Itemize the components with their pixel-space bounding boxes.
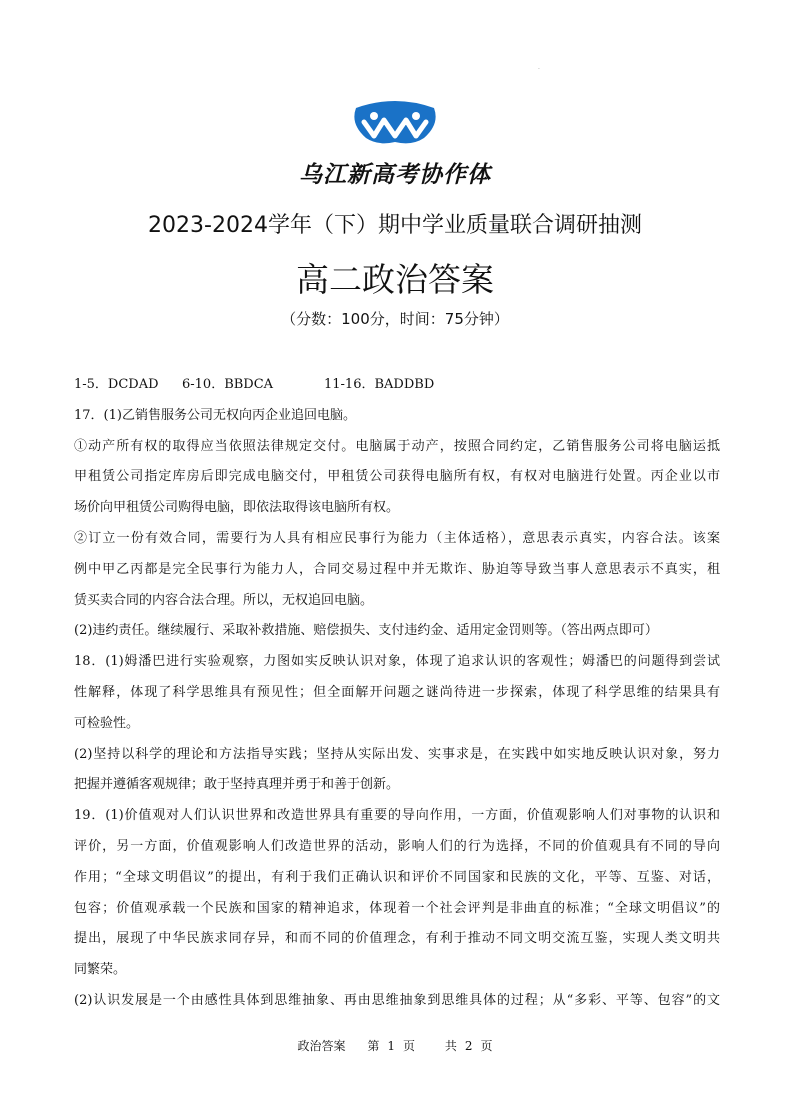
- logo-text: 乌江新高考协作体: [299, 162, 491, 188]
- answer-line: 性解释，体现了科学思维具有预见性；但全面解开问题之谜尚待进一步探索，体现了科学思维的结果具有: [74, 684, 720, 700]
- answer-line: (2)坚持以科学的理论和方法指导实践；坚持从实际出发、实事求是，在实践中如实地反映认识对象，努力: [74, 746, 720, 762]
- answer-line: (2)认识发展是一个由感性具体到思维抽象、再由思维抽象到思维具体的过程；从“多彩、平等、包容”的文: [74, 992, 720, 1008]
- footer-total-prefix: 共: [444, 1039, 457, 1053]
- answer-line: 可检验性。: [74, 715, 140, 731]
- answer-line: 甲租赁公司指定库房后即完成电脑交付，甲租赁公司获得电脑所有权，有权对电脑进行处置。丙企业以市: [74, 469, 720, 485]
- footer-doc-name: 政治答案: [297, 1039, 346, 1053]
- answer-line: ①动产所有权的取得应当依照法律规定交付。电脑属于动产，按照合同约定，乙销售服务公司将电脑运抵: [74, 438, 720, 454]
- answer-line: 同繁荣。: [74, 962, 127, 978]
- answer-line: 18．(1)姆潘巴进行实验观察，力图如实反映认识对象，体现了追求认识的客观性；姆潘巴的问题得到尝试: [74, 654, 720, 670]
- footer-page-prefix: 第: [367, 1039, 380, 1053]
- exam-title: 2023-2024学年（下）期中学业质量联合调研抽测: [148, 213, 642, 238]
- answer-line: 19．(1)价值观对人们认识世界和改造世界具有重要的导向作用，一方面，价值观影响人们对事物的认识和: [74, 808, 720, 824]
- page-title: 高二政治答案: [296, 260, 494, 299]
- footer-page-suffix: 页: [402, 1039, 415, 1053]
- answer-line: (2)违约责任。继续履行、采取补救措施、赔偿损失、支付违约金、适用定金罚则等。（答出两点即可）: [74, 623, 658, 639]
- answer-line: 把握并遵循客观规律；敢于坚持真理并勇于和善于创新。: [74, 777, 400, 793]
- mc-answer-group: 6-10．BBDCA: [182, 377, 274, 392]
- mc-answer-group: 11-16．BADDBD: [324, 377, 435, 392]
- footer-total-suffix: 页: [480, 1039, 493, 1053]
- answer-line: 评价，另一方面，价值观影响人们改造世界的活动，影响人们的行为选择，不同的价值观具有不同的导向: [74, 838, 720, 854]
- mc-answer-group: 1-5．DCDAD: [74, 377, 159, 392]
- logo-wave-icon: [350, 98, 440, 146]
- answer-line: ②订立一份有效合同，需要行为人具有相应民事行为能力（主体适格），意思表示真实，内容合法。该案: [74, 530, 720, 546]
- answer-line: 赁买卖合同的内容合法合理。所以，无权追回电脑。: [74, 592, 374, 608]
- answer-line: 提出，展现了中华民族求同存异，和而不同的价值理念，有利于推动不同文明交流互鉴，实现人类文明共: [74, 931, 720, 947]
- page-footer: [0, 1037, 790, 1054]
- answer-line: 例中甲乙丙都是完全民事行为能力人，合同交易过程中并无欺诈、胁迫等导致当事人意思表示不真实，租: [74, 561, 720, 577]
- footer-total-number: 2: [464, 1039, 473, 1053]
- answer-line: 作用；“全球文明倡议”的提出，有利于我们正确认识和评价不同国家和民族的文化，平等、互鉴、对话，: [74, 869, 720, 885]
- mc-answers-line: [74, 370, 720, 401]
- answer-line: 包容；价值观承载一个民族和国家的精神追求，体现着一个社会评判是非曲直的标准；“全球文明倡议”的: [74, 900, 720, 916]
- footer-page-number: 1: [387, 1039, 395, 1053]
- corner-dot: ·: [538, 66, 540, 73]
- score-info: （分数：100分，时间：75分钟）: [281, 310, 509, 328]
- answer-line: 17．(1)乙销售服务公司无权向丙企业追回电脑。: [74, 407, 356, 423]
- answer-content: [74, 370, 720, 1017]
- answer-line: 场价向甲租赁公司购得电脑，即依法取得该电脑所有权。: [74, 500, 400, 516]
